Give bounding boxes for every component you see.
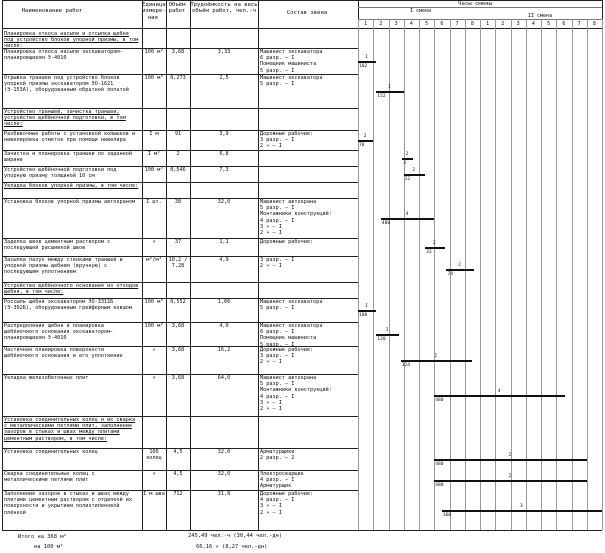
row-volume: 91 (174, 131, 182, 137)
hour-number: 8 (592, 21, 596, 27)
row-volume: 3,68 (171, 375, 185, 381)
row-labor: 4,9 (219, 257, 229, 263)
table-top-line (2, 0, 602, 1)
row-crew: Машинист экскаватора 6 разр. – I Помощник машиниста 5 разр. – I (260, 323, 323, 346)
row-crew: Машинист автокрана 5 разр. – I Монтажники конструкций: 4 разр. – I 3 » – I 2 » – I (260, 375, 332, 413)
row-labor: 1,1 (219, 239, 229, 245)
row-crew (260, 167, 356, 182)
hour-number: 5 (425, 21, 429, 27)
hour-number: 4 (531, 21, 535, 27)
hour-number: 8 (470, 21, 474, 27)
bar-duration: 152 (377, 94, 386, 99)
hour-number: 3 (394, 21, 398, 27)
row-name: Установка блоков упорной призмы автокраном (4, 199, 136, 205)
row-crew: Дорожные рабочие: (260, 239, 314, 245)
row-unit: » (152, 347, 156, 353)
bar-crew-count: 2 (405, 152, 409, 157)
row-volume: 38 (174, 199, 182, 205)
row-name: Заполнение зазоров в стыках и швах между плитами цементным раствором с отделкой их поверхности и укрытием полиэтиленовой плёнкой (4, 491, 133, 516)
row-name: Укладка железобетонных плит (4, 375, 89, 381)
hour-number: 2 (379, 21, 383, 27)
bar-duration: 480 (435, 462, 444, 467)
row-volume: 4,5 (173, 449, 183, 455)
row-name: Установка соединительных колец и их сварка с металлическими петлями плит, заполнение зазоров в стыках и швах между плитами цементным раствором, в том числе: (4, 417, 136, 442)
row-volume (167, 31, 189, 48)
row-crew (260, 183, 356, 198)
row-crew: 3 разр. – I 2 » – I (260, 257, 295, 270)
bar-crew-count: I (365, 304, 368, 309)
bar-crew-count: 2 (508, 453, 512, 458)
row-unit (143, 183, 165, 198)
row-crew: Машинист экскаватора 5 разр. – I (260, 75, 323, 88)
row-volume: 0,273 (170, 75, 186, 81)
row-volume (167, 283, 189, 298)
row-unit: м²/м³ (146, 257, 162, 263)
row-name: Разбивочные работы с установкой колышков и нивелировка отметок при помощи нивелира (4, 131, 136, 144)
bar-crew-count: 4 (405, 212, 409, 217)
header-unit: Единица измере-ния (142, 2, 166, 21)
row-labor: 6,8 (219, 151, 229, 157)
bar-duration: 3 (403, 161, 406, 166)
row-volume: 3,68 (171, 49, 185, 55)
header-labor: Трудоёмкость на весь объём работ, чел.-ч (190, 2, 258, 15)
row-crew: Машинист экскаватора 5 разр. – I (260, 299, 323, 312)
hour-tick (602, 19, 603, 530)
total-value-1: 245,49 чел.-ч (30,44 чел.-дн) (188, 533, 283, 539)
hour-number: 7 (577, 21, 581, 27)
bar-duration: 100 (359, 313, 368, 318)
bar-duration: 480 (435, 483, 444, 488)
row-volume: 37 (174, 239, 182, 245)
row-crew: Арматурщики 2 разр. – 2 (260, 449, 295, 462)
bar-duration: 102 (359, 64, 368, 69)
schedule-bar (404, 174, 425, 176)
row-crew (260, 109, 356, 130)
row-name: Заделка швов цементным раствором с последующей расшивкой швов (4, 239, 111, 252)
row-divider (2, 530, 358, 531)
row-name: Устройство щебёночной подготовки под упорную призму толщиной 10 см (4, 167, 117, 180)
column-divider (258, 0, 259, 530)
schedule-bar (434, 459, 587, 461)
row-labor: 3,33 (217, 49, 231, 55)
row-volume (167, 109, 189, 130)
total-label-2: на 100 м² (34, 544, 64, 550)
bar-duration: 33 (426, 250, 432, 255)
row-labor: 31,8 (217, 491, 231, 497)
row-volume: 2 (176, 151, 180, 157)
bar-crew-count: I (385, 328, 389, 333)
row-crew: Дорожные рабочие: 4 разр. – I 3 » – I 2 » – I (260, 491, 314, 516)
row-labor: 2,5 (219, 75, 229, 81)
schedule-bar (434, 395, 565, 397)
row-unit: » (152, 375, 156, 381)
row-crew: Дорожные рабочие: 3 разр. – I 2 » – I (260, 131, 314, 150)
hour-tick (419, 19, 420, 530)
row-unit: I шт. (146, 199, 162, 205)
row-unit: 100 м² (144, 323, 164, 329)
hour-tick (373, 19, 374, 530)
header-hours: Часы смены (458, 1, 492, 7)
row-name: Зачистка и планировка траншеи по заданной ширине (4, 151, 133, 164)
row-name: Распределение щебня и планировка щебёночного основания экскаватором-планировщиком Э-4010 (4, 323, 114, 342)
row-labor: 64,0 (217, 375, 231, 381)
hour-tick (480, 19, 481, 530)
row-name: Сварка соединительных колец с металлическими петлями плит (4, 471, 95, 484)
row-labor (191, 109, 257, 130)
bar-duration: 78 (359, 143, 365, 148)
row-volume: 10,2 / 7,28 (168, 257, 188, 270)
row-crew: Электросварщик 4 разр. – I Арматурщик (260, 471, 304, 490)
row-crew (260, 283, 356, 298)
row-unit: 100 м² (144, 167, 164, 173)
schedule-bar (425, 247, 445, 249)
schedule-bar (446, 269, 473, 271)
hour-tick (465, 19, 466, 530)
row-crew (260, 151, 356, 166)
row-crew (260, 417, 356, 448)
row-labor: 32,0 (217, 199, 231, 205)
row-labor (191, 417, 257, 448)
hour-tick (389, 19, 390, 530)
row-crew: Машинист экскаватора 6 разр. – I Помощник машиниста 5 разр. – I (260, 49, 323, 74)
row-name: Устройство траншей, зачистка траншеи, устройство щебёночной подготовки, в том числе: (4, 109, 126, 128)
row-unit: I м шва (143, 491, 165, 497)
hour-tick (358, 19, 359, 530)
row-volume: 3,68 (171, 347, 185, 353)
total-label-1: Итого на 368 м² (18, 534, 67, 540)
schedule-bar (376, 91, 403, 93)
row-labor: 4,0 (219, 323, 229, 329)
row-unit: I м² (147, 151, 161, 157)
row-labor: 1,66 (217, 299, 231, 305)
header-shift-1: I смена (410, 8, 432, 14)
row-volume: 3,68 (171, 323, 185, 329)
schedule-bar (358, 140, 373, 142)
bar-crew-count: 2 (363, 134, 367, 139)
hour-number: 1 (486, 21, 490, 27)
header-volume: Объём работ (168, 2, 186, 15)
row-unit: 100 колец (146, 449, 162, 462)
bar-duration: 22 (404, 177, 411, 182)
bar-crew-count: I (388, 85, 391, 90)
schedule-bar (381, 218, 434, 220)
hour-tick (495, 19, 496, 530)
row-crew (260, 31, 356, 48)
row-name: Укладка блоков упорной призмы, в том числе: (4, 183, 139, 189)
row-unit: I м (149, 131, 159, 137)
bar-duration: 74 (447, 272, 453, 277)
hour-number: 5 (547, 21, 551, 27)
hour-tick (587, 19, 588, 530)
row-labor (191, 283, 257, 298)
hour-tick (572, 19, 573, 530)
row-volume: 0,546 (170, 167, 186, 173)
hour-number: 4 (409, 21, 413, 27)
row-unit: » (152, 471, 156, 477)
row-unit: 100 м³ (144, 299, 164, 305)
row-name: Засыпка пазух между стенками траншей и упорной призмы щебнем (вручную) с последующим уплотнением (4, 257, 123, 276)
schedule-bar (442, 510, 602, 512)
row-volume (167, 183, 189, 198)
bar-crew-count: 3 (519, 504, 523, 509)
bar-duration: 120 (377, 337, 386, 342)
header-shift-2: II смена (528, 13, 553, 19)
bar-crew-count: 2 (433, 241, 436, 246)
header-name: Наименование работ (21, 8, 83, 14)
bar-crew-count: I (365, 55, 368, 60)
hour-number: 6 (440, 21, 444, 27)
row-name: Планировка откоса насыпи и отсыпка щебня под устройство блоков упорной призмы, в том числе: (4, 31, 139, 48)
hour-number: 3 (516, 21, 520, 27)
hour-tick (556, 19, 557, 530)
hour-tick (526, 19, 527, 530)
row-name: Установка соединительных колец (4, 449, 98, 455)
row-labor (191, 183, 257, 198)
row-name: Россыпь щебня экскаватором ЭО-3311Б (Э-302Б), оборудованным грейферным ковшом (4, 299, 133, 312)
row-name: Частичная планировка поверхности щебёночного основания и его уплотнение (4, 347, 123, 360)
row-unit (143, 31, 165, 48)
row-crew: Машинист автокрана 5 разр. – I Монтажники конструкций: 4 разр. – I 3 » – I 2 » – I (260, 199, 332, 237)
row-volume: 0,552 (170, 299, 186, 305)
bar-duration: 324 (401, 363, 410, 368)
schedule-bar (402, 158, 413, 160)
hours-subline (358, 7, 602, 8)
hour-number: 2 (501, 21, 505, 27)
row-volume: 712 (173, 491, 183, 497)
row-unit: 100 м³ (144, 75, 164, 81)
row-unit: 100 м² (144, 49, 164, 55)
row-labor: 7,3 (219, 167, 229, 173)
bar-duration: 480 (435, 398, 444, 403)
bar-duration: 360 (442, 513, 452, 518)
hour-number: 6 (562, 21, 566, 27)
bar-crew-count: 2 (458, 263, 461, 268)
row-labor: 32,0 (217, 471, 231, 477)
bar-crew-count: 2 (412, 168, 416, 173)
bar-crew-count: 4 (497, 389, 501, 394)
header-bottom-line (2, 28, 602, 29)
column-divider (2, 0, 3, 530)
hour-tick (541, 19, 542, 530)
bar-duration: 480 (381, 221, 391, 226)
bar-crew-count: 2 (508, 474, 512, 479)
hour-number: 7 (455, 21, 459, 27)
row-labor: 32,0 (217, 449, 231, 455)
total-value-2: 66,16 » (8,27 чел.-дн) (196, 544, 268, 550)
row-volume (167, 417, 189, 448)
row-labor (191, 31, 257, 48)
row-name: Планировка откоса насыпи экскаватором-планировщиком Э-4010 (4, 49, 123, 62)
hour-number: 1 (364, 21, 368, 27)
schedule-bar (401, 360, 473, 362)
schedule-bar (434, 480, 587, 482)
row-labor: 16,2 (217, 347, 231, 353)
row-volume: 4,5 (173, 471, 183, 477)
row-unit (143, 283, 165, 298)
row-unit: » (152, 239, 156, 245)
row-name: Устройство щебёночного основания из отходов щебня, в том числе: (4, 283, 139, 296)
row-unit (143, 109, 165, 130)
schedule-bar (376, 334, 399, 336)
row-labor: 3,9 (219, 131, 229, 137)
schedule-bar (358, 310, 376, 312)
header-crew: Состав звена (286, 10, 328, 16)
row-name: Отрывка траншеи под устройство блоков упорной призмы экскаватором ЭО-1621 (Э-153А), оборудованным обратной лопатой (4, 75, 129, 94)
hour-tick (434, 19, 435, 530)
schedule-bar (358, 61, 376, 63)
row-crew: Дорожные рабочие: 3 разр. – I 2 » – I (260, 347, 314, 366)
bar-crew-count: 2 (434, 354, 438, 359)
row-unit (143, 417, 165, 448)
hour-tick (404, 19, 405, 530)
